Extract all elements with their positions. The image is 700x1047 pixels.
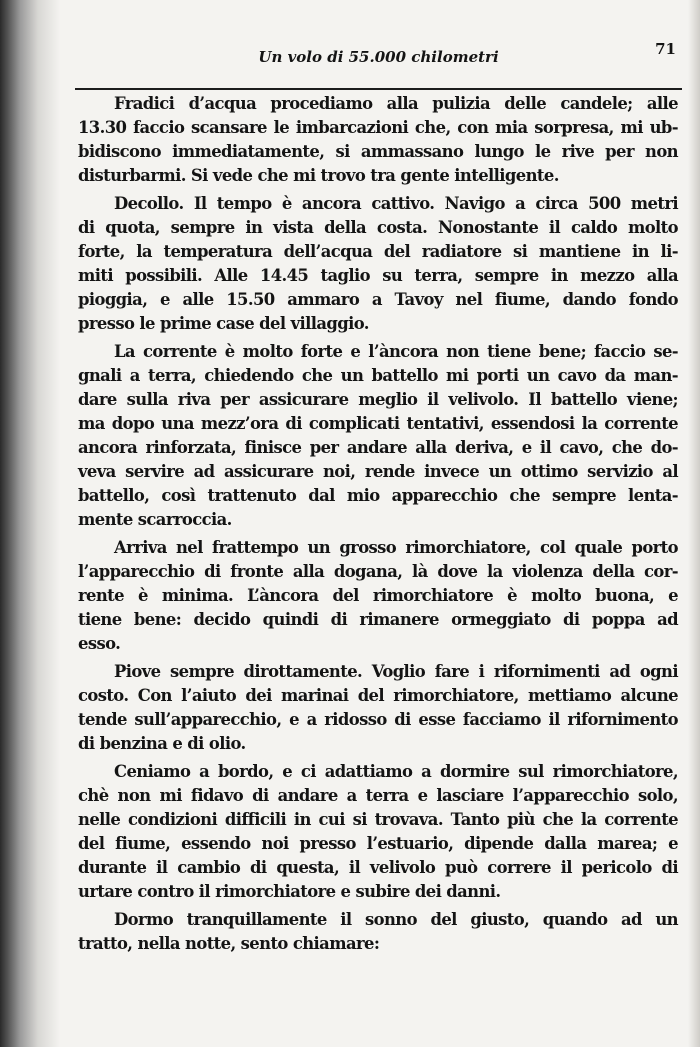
- paragraph: [78, 908, 678, 956]
- text-line: ancora rinforzata, finisce per andare alla deriva, e il cavo, che do-: [78, 438, 678, 457]
- running-title: Un volo di 55.000 chilometri: [258, 48, 499, 66]
- paragraph: [78, 92, 678, 188]
- page-body: [78, 92, 678, 960]
- text-line: Arriva nel frattempo un grosso rimorchiatore, col quale porto: [114, 538, 678, 557]
- text-line: tratto, nella notte, sento chiamare:: [78, 934, 380, 953]
- text-line: del fiume, essendo noi presso l’estuario, dipende dalla marea; e: [78, 834, 678, 853]
- text-line: battello, così trattenuto dal mio apparecchio che sempre lenta-: [78, 486, 678, 505]
- scan-left-edge-shadow: [0, 0, 60, 1047]
- paragraph: [78, 660, 678, 756]
- text-line: Dormo tranquillamente il sonno del giusto, quando ad un: [114, 910, 678, 929]
- text-line: forte, la temperatura dell’acqua del radiatore si mantiene in li-: [78, 242, 678, 261]
- page-header: [75, 34, 682, 90]
- text-line: bidiscono immediatamente, si ammassano lungo le rive per non: [78, 142, 678, 161]
- scan-right-edge-shadow: [688, 0, 700, 1047]
- text-line: l’apparecchio di fronte alla dogana, là dove la violenza della cor-: [78, 562, 678, 581]
- text-line: 13.30 faccio scansare le imbarcazioni che, con mia sorpresa, mi ub-: [78, 118, 678, 137]
- page-number: 71: [655, 40, 676, 58]
- text-line: tiene bene: decido quindi di rimanere ormeggiato di poppa ad: [78, 610, 678, 629]
- text-line: presso le prime case del villaggio.: [78, 314, 369, 333]
- text-line: urtare contro il rimorchiatore e subire dei danni.: [78, 882, 501, 901]
- paragraph: [78, 192, 678, 336]
- text-line: pioggia, e alle 15.50 ammaro a Tavoy nel fiume, dando fondo: [78, 290, 678, 309]
- text-line: La corrente è molto forte e l’àncora non tiene bene; faccio se-: [114, 342, 678, 361]
- text-line: veva servire ad assicurare noi, rende invece un ottimo servizio al: [78, 462, 678, 481]
- text-line: gnali a terra, chiedendo che un battello mi porti un cavo da man-: [78, 366, 678, 385]
- text-line: miti possibili. Alle 14.45 taglio su terra, sempre in mezzo alla: [78, 266, 678, 285]
- paragraph: [78, 760, 678, 904]
- text-line: nelle condizioni difficili in cui si trovava. Tanto più che la corrente: [78, 810, 678, 829]
- text-line: ma dopo una mezz’ora di complicati tentativi, essendosi la corrente: [78, 414, 678, 433]
- text-line: costo. Con l’aiuto dei marinai del rimorchiatore, mettiamo alcune: [78, 686, 678, 705]
- text-line: di benzina e di olio.: [78, 734, 246, 753]
- text-line: Fradici d’acqua procediamo alla pulizia delle candele; alle: [114, 94, 678, 113]
- text-line: chè non mi fidavo di andare a terra e lasciare l’apparecchio solo,: [78, 786, 678, 805]
- text-line: dare sulla riva per assicurare meglio il velivolo. Il battello viene;: [78, 390, 678, 409]
- text-line: durante il cambio di questa, il velivolo può correre il pericolo di: [78, 858, 678, 877]
- text-line: di quota, sempre in vista della costa. Nonostante il caldo molto: [78, 218, 678, 237]
- text-line: Piove sempre dirottamente. Voglio fare i rifornimenti ad ogni: [114, 662, 678, 681]
- paragraph: [78, 340, 678, 532]
- paragraph: [78, 536, 678, 656]
- text-line: Decollo. Il tempo è ancora cattivo. Navigo a circa 500 metri: [114, 194, 678, 213]
- text-line: rente è minima. L’àncora del rimorchiatore è molto buona, e: [78, 586, 678, 605]
- text-line: Ceniamo a bordo, e ci adattiamo a dormire sul rimorchiatore,: [114, 762, 678, 781]
- text-line: disturbarmi. Si vede che mi trovo tra gente intelligente.: [78, 166, 559, 185]
- text-line: tende sull’apparecchio, e a ridosso di esse facciamo il rifornimento: [78, 710, 678, 729]
- text-line: mente scarroccia.: [78, 510, 232, 529]
- text-line: esso.: [78, 634, 121, 653]
